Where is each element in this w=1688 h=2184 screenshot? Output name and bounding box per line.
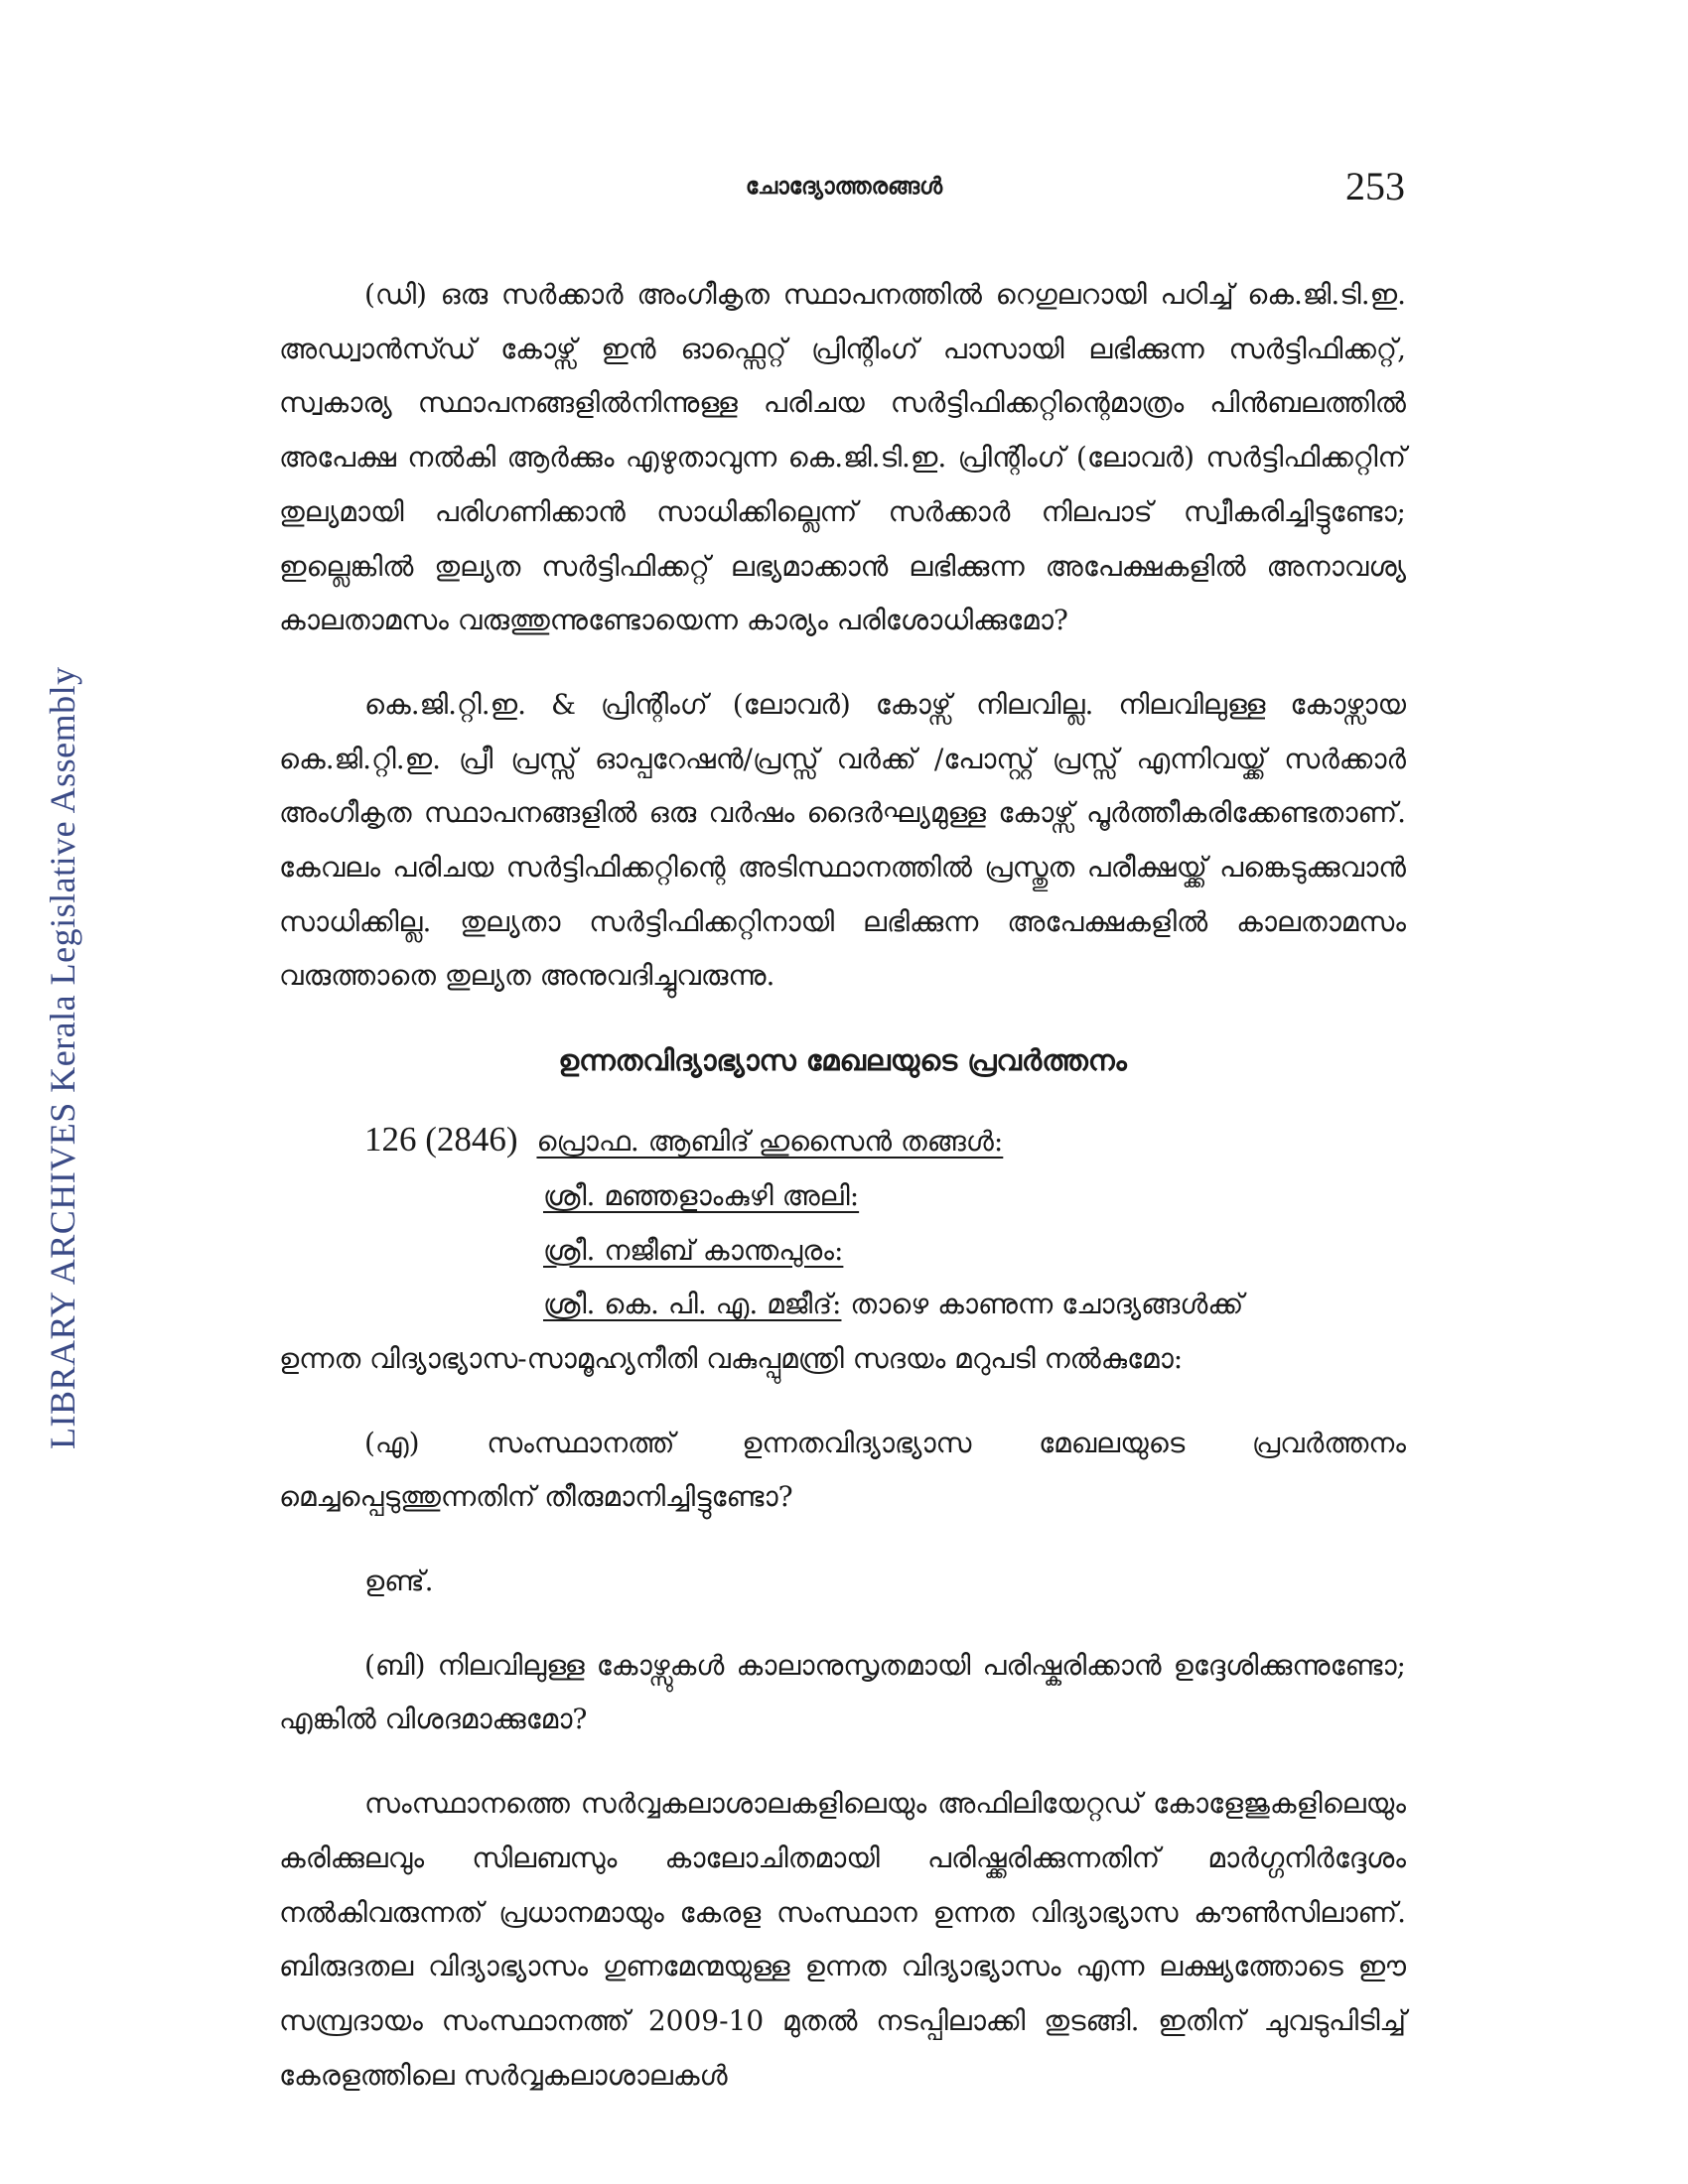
member-name: ശ്രീ. കെ. പി. എ. മജീദ്: [543, 1288, 842, 1321]
question-126-first-line [279, 1113, 1406, 1169]
running-header: ചോദ്യോത്തരങ്ങൾ [745, 173, 943, 200]
question-number: 126 (2846) [364, 1120, 518, 1160]
member-name: ശ്രീ. നജീബ് കാന്തപുരം: [543, 1233, 844, 1267]
question-126-member-line [279, 1278, 1406, 1332]
question-a-text: (എ) സംസ്ഥാനത്ത് ഉന്നതവിദ്യാഭ്യാസ മേഖലയുടെ പ്രവർത്തനം മെച്ചപ്പെടുത്തുന്നതിന് തീരുമാനിച്ചിട്ടുണ്ടോ? [279, 1426, 1406, 1514]
question-126-trailing-text: താഴെ കാണുന്ന ചോദ്യങ്ങൾക്ക് [850, 1288, 1244, 1321]
member-name: പ്രൊഫ. ആബിദ് ഹുസൈൻ തങ്ങൾ: [536, 1125, 1004, 1159]
page-number: 253 [1345, 164, 1405, 208]
question-126-member-line [279, 1224, 1406, 1279]
question-126-body: ഉന്നത വിദ്യാഭ്യാസ-സാമൂഹ്യനീതി വകുപ്പുമന്ത്രി സദയം മറുപടി നൽകുമോ: [279, 1341, 1184, 1375]
answer-d-text: കെ.ജി.റ്റി.ഇ. & പ്രിന്റിംഗ് (ലോവർ) കോഴ്സ് നിലവില്ല. നിലവിലുള്ള കോഴ്സായ കെ.ജി.റ്റി.ഇ. പ്രീ പ്രസ്സ് ഓപ്പറേഷൻ/പ്രസ്സ് വർക്ക് /പോസ്റ്റ് പ്രസ്സ് എന്നിവയ്ക്ക് സർക്കാർ അംഗീകൃത സ്ഥാപനങ്ങളിൽ ഒരു വർഷം ദൈർഘ്യമുള്ള കോഴ്സ് പൂർത്തീകരിക്കേണ്ടതാണ്. കേവലം പരിചയ സർട്ടിഫിക്കറ്റിന്റെ അടിസ്ഥാനത്തിൽ പ്രസ്തുത പരീക്ഷയ്ക്ക് പങ്കെടുക്കുവാൻ സാധിക്കില്ല. തുല്യതാ സർട്ടിഫിക്കറ്റിനായി ലഭിക്കുന്ന അപേക്ഷകളിൽ കാലതാമസം വരുത്താതെ തുല്യത അനുവദിച്ചുവരുന്നു. [279, 687, 1406, 993]
library-archives-watermark: LIBRARY ARCHIVES Kerala Legislative Assembly [43, 666, 82, 1449]
member-name: ശ്രീ. മഞ്ഞളാംകുഴി അലി: [543, 1178, 860, 1212]
section-heading: ഉന്നതവിദ്യാഭ്യാസ മേഖലയുടെ പ്രവർത്തനം [558, 1043, 1127, 1078]
question-126-header [279, 1113, 1406, 1387]
answer-b-text: സംസ്ഥാനത്തെ സർവ്വകലാശാലകളിലെയും അഫിലിയേറ്റഡ് കോളേജുകളിലെയും കരിക്കുലവും സിലബസും കാലോചിതമായി പരിഷ്ക്കരിക്കുന്നതിന് മാർഗ്ഗനിർദ്ദേശം നൽകിവരുന്നത് പ്രധാനമായും കേരള സംസ്ഥാന ഉന്നത വിദ്യാഭ്യാസ കൗൺസിലാണ്. ബിരുദതല വിദ്യാഭ്യാസം ഗുണമേന്മയുള്ള ഉന്നത വിദ്യാഭ്യാസം എന്ന ലക്ഷ്യത്തോടെ ഈ സമ്പ്രദായം സംസ്ഥാനത്ത് 2009-10 മുതൽ നടപ്പിലാക്കി തുടങ്ങി. ഇതിന് ചുവടുപിടിച്ച് കേരളത്തിലെ സർവ്വകലാശാലകൾ [279, 1787, 1406, 2092]
question-126-member-line [279, 1169, 1406, 1224]
answer-a-text: ഉണ്ട്. [364, 1565, 434, 1598]
question-b-text: (ബി) നിലവിലുള്ള കോഴ്സുകൾ കാലാനുസൃതമായി പരിഷ്കരിക്കാൻ ഉദ്ദേശിക്കുന്നുണ്ടോ; എങ്കിൽ വിശദമാക്കുമോ? [279, 1648, 1406, 1736]
page-body [279, 268, 1406, 2132]
question-d-text: (ഡി) ഒരു സർക്കാർ അംഗീകൃത സ്ഥാപനത്തിൽ റെഗുലറായി പഠിച്ച് കെ.ജി.ടി.ഇ. അഡ്വാൻസ്ഡ് കോഴ്സ് ഇൻ ഓഫ്സെറ്റ് പ്രിന്റിംഗ് പാസായി ലഭിക്കുന്ന സർട്ടിഫിക്കറ്റ്, സ്വകാര്യ സ്ഥാപനങ്ങളിൽനിന്നുള്ള പരിചയ സർട്ടിഫിക്കറ്റിന്റെമാത്രം പിൻബലത്തിൽ അപേക്ഷ നൽകി ആർക്കും എഴുതാവുന്ന കെ.ജി.ടി.ഇ. പ്രിന്റിംഗ് (ലോവർ) സർട്ടിഫിക്കറ്റിന് തുല്യമായി പരിഗണിക്കാൻ സാധിക്കില്ലെന്ന് സർക്കാർ നിലപാട് സ്വീകരിച്ചിട്ടുണ്ടോ; ഇല്ലെങ്കിൽ തുല്യത സർട്ടിഫിക്കറ്റ് ലഭ്യമാക്കാൻ ലഭിക്കുന്ന അപേക്ഷകളിൽ അനാവശ്യ കാലതാമസം വരുത്തുന്നുണ്ടോയെന്ന കാര്യം പരിശോധിക്കുമോ? [279, 278, 1406, 637]
